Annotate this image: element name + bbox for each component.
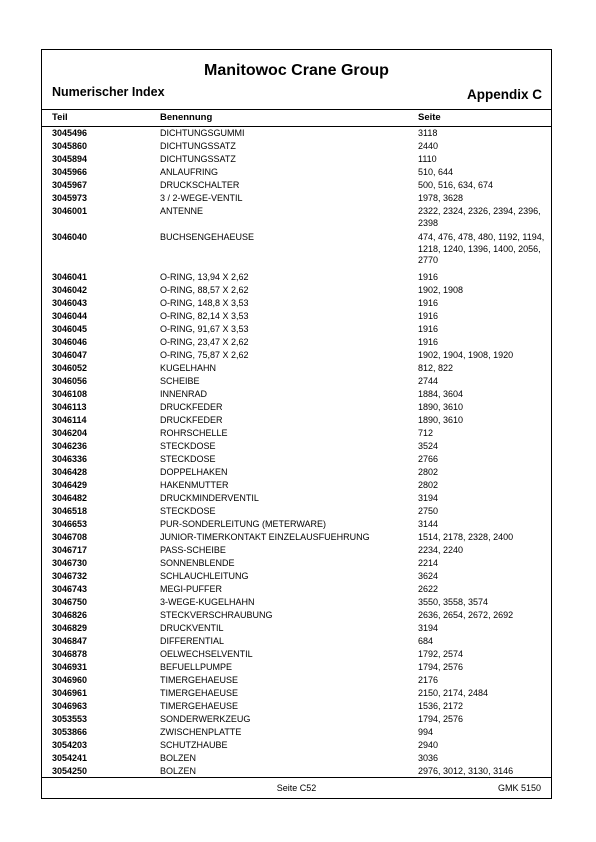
table-row [42, 311, 551, 324]
table-row [42, 701, 551, 714]
description-cell: OELWECHSELVENTIL [160, 649, 253, 659]
page-ref-cell: 500, 516, 634, 674 [418, 180, 494, 190]
part-number-cell: 3046001 [52, 206, 88, 216]
description-cell: STECKDOSE [160, 506, 216, 516]
part-number-cell: 3046829 [52, 623, 88, 633]
part-number-cell: 3046730 [52, 558, 88, 568]
part-number-cell: 3046518 [52, 506, 88, 516]
table-row [42, 584, 551, 597]
part-number-cell: 3046204 [52, 428, 88, 438]
part-number-cell: 3046043 [52, 298, 88, 308]
table-row [42, 141, 551, 154]
part-number-cell: 3046042 [52, 285, 88, 295]
table-row [42, 532, 551, 545]
page-ref-cell: 2214 [418, 558, 439, 568]
page-ref-cell: 3194 [418, 623, 439, 633]
description-cell: DOPPELHAKEN [160, 467, 228, 477]
page-ref-cell: 2622 [418, 584, 439, 594]
part-number-cell: 3046044 [52, 311, 88, 321]
page-ref-cell: 3194 [418, 493, 439, 503]
page-ref-cell: 474, 476, 478, 480, 1192, 1194, 1218, 1240, 1396, 1400, 2056, 2770 [418, 232, 545, 265]
description-cell: ZWISCHENPLATTE [160, 727, 242, 737]
table-row [42, 128, 551, 141]
table-row [42, 688, 551, 701]
table-row [42, 154, 551, 167]
page-ref-cell: 2802 [418, 480, 439, 490]
part-number-cell: 3046963 [52, 701, 88, 711]
table-row [42, 714, 551, 727]
part-number-cell: 3045973 [52, 193, 88, 203]
description-cell: O-RING, 13,94 X 2,62 [160, 272, 249, 282]
description-cell: SCHUTZHAUBE [160, 740, 228, 750]
table-row [42, 285, 551, 298]
page-ref-cell: 3550, 3558, 3574 [418, 597, 489, 607]
description-cell: TIMERGEHAEUSE [160, 701, 239, 711]
description-cell: SONDERWERKZEUG [160, 714, 251, 724]
page-ref-cell: 3036 [418, 753, 439, 763]
description-cell: BEFUELLPUMPE [160, 662, 233, 672]
page-ref-cell: 2440 [418, 141, 439, 151]
table-row [42, 753, 551, 766]
table-row [42, 467, 551, 480]
page-ref-cell: 1916 [418, 272, 439, 282]
page-ref-cell: 1884, 3604 [418, 389, 464, 399]
page-ref-cell: 3624 [418, 571, 439, 581]
part-number-cell: 3046931 [52, 662, 88, 672]
part-number-cell: 3046750 [52, 597, 88, 607]
description-cell: 3 / 2-WEGE-VENTIL [160, 193, 243, 203]
page-ref-cell: 1514, 2178, 2328, 2400 [418, 532, 514, 542]
description-cell: BOLZEN [160, 753, 197, 763]
part-number-cell: 3045894 [52, 154, 88, 164]
description-cell: O-RING, 23,47 X 2,62 [160, 337, 249, 347]
description-cell: O-RING, 82,14 X 3,53 [160, 311, 249, 321]
part-number-cell: 3046732 [52, 571, 88, 581]
description-cell: SONNENBLENDE [160, 558, 235, 568]
part-number-cell: 3045860 [52, 141, 88, 151]
page-ref-cell: 510, 644 [418, 167, 454, 177]
part-number-cell: 3046717 [52, 545, 88, 555]
table-row [42, 415, 551, 428]
description-cell: TIMERGEHAEUSE [160, 675, 239, 685]
description-cell: STECKDOSE [160, 441, 216, 451]
description-cell: STECKVERSCHRAUBUNG [160, 610, 273, 620]
table-row [42, 193, 551, 206]
description-cell: DIFFERENTIAL [160, 636, 225, 646]
description-cell: BUCHSENGEHAEUSE [160, 232, 255, 242]
part-number-cell: 3046056 [52, 376, 88, 386]
part-number-cell: 3046878 [52, 649, 88, 659]
table-row [42, 506, 551, 519]
page-ref-cell: 1536, 2172 [418, 701, 464, 711]
page-ref-cell: 712 [418, 428, 434, 438]
page-ref-cell: 2636, 2654, 2672, 2692 [418, 610, 514, 620]
table-row [42, 441, 551, 454]
page-ref-cell: 684 [418, 636, 434, 646]
description-cell: 3-WEGE-KUGELHAHN [160, 597, 255, 607]
table-row [42, 597, 551, 610]
page-footer [42, 777, 551, 798]
part-number-cell: 3046960 [52, 675, 88, 685]
table-row [42, 571, 551, 584]
table-row [42, 376, 551, 389]
description-cell: STECKDOSE [160, 454, 216, 464]
description-cell: SCHLAUCHLEITUNG [160, 571, 249, 581]
table-row [42, 337, 551, 350]
part-number-cell: 3046336 [52, 454, 88, 464]
part-number-cell: 3046961 [52, 688, 88, 698]
page-ref-cell: 2766 [418, 454, 439, 464]
page-ref-cell: 1794, 2576 [418, 714, 464, 724]
description-cell: JUNIOR-TIMERKONTAKT EINZELAUSFUEHRUNG [160, 532, 370, 542]
page-ref-cell: 1110 [418, 154, 437, 164]
description-cell: INNENRAD [160, 389, 208, 399]
page-ref-cell: 1794, 2576 [418, 662, 464, 672]
description-cell: DICHTUNGSSATZ [160, 154, 236, 164]
part-number-cell: 3046046 [52, 337, 88, 347]
table-row [42, 232, 551, 270]
table-row [42, 558, 551, 571]
part-number-cell: 3046040 [52, 232, 88, 242]
part-number-cell: 3045496 [52, 128, 88, 138]
table-row [42, 740, 551, 753]
table-row [42, 545, 551, 558]
part-number-cell: 3046429 [52, 480, 88, 490]
part-number-cell: 3046826 [52, 610, 88, 620]
page-ref-cell: 2940 [418, 740, 439, 750]
table-row [42, 480, 551, 493]
part-number-cell: 3046108 [52, 389, 88, 399]
description-cell: DRUCKFEDER [160, 402, 223, 412]
description-cell: DRUCKSCHALTER [160, 180, 240, 190]
page-ref-cell: 2322, 2324, 2326, 2394, 2396, 2398 [418, 206, 541, 228]
part-number-cell: 3046045 [52, 324, 88, 334]
part-number-cell: 3045967 [52, 180, 88, 190]
document-title: Manitowoc Crane Group [204, 62, 389, 79]
part-number-cell: 3053553 [52, 714, 88, 724]
part-number-cell: 3053866 [52, 727, 88, 737]
part-number-cell: 3054241 [52, 753, 88, 763]
appendix-label: Appendix C [466, 87, 542, 102]
page-ref-cell: 3118 [418, 128, 438, 138]
description-cell: O-RING, 91,67 X 3,53 [160, 324, 249, 334]
description-cell: PASS-SCHEIBE [160, 545, 226, 555]
part-number-cell: 3046236 [52, 441, 88, 451]
part-number-cell: 3054250 [52, 766, 88, 776]
page-ref-cell: 994 [418, 727, 434, 737]
description-cell: MEGI-PUFFER [160, 584, 222, 594]
table-row [42, 180, 551, 193]
description-cell: ANTENNE [160, 206, 204, 216]
part-number-cell: 3045966 [52, 167, 88, 177]
part-number-cell: 3046847 [52, 636, 88, 646]
part-number-cell: 3046428 [52, 467, 88, 477]
description-cell: ROHRSCHELLE [160, 428, 228, 438]
description-cell: DICHTUNGSSATZ [160, 141, 236, 151]
part-number-cell: 3046653 [52, 519, 88, 529]
index-subtitle: Numerischer Index [52, 85, 165, 99]
table-row [42, 519, 551, 532]
description-cell: HAKENMUTTER [160, 480, 229, 490]
part-number-cell: 3054203 [52, 740, 88, 750]
page-ref-cell: 1916 [418, 298, 439, 308]
page-number: Seite C52 [276, 783, 317, 793]
page-ref-cell: 1792, 2574 [418, 649, 464, 659]
table-row [42, 324, 551, 337]
page-ref-cell: 2176 [418, 675, 439, 685]
table-row [42, 649, 551, 662]
description-cell: O-RING, 75,87 X 2,62 [160, 350, 249, 360]
page-frame [41, 49, 552, 799]
table-row [42, 363, 551, 376]
column-header-teil: Teil [52, 112, 68, 123]
description-cell: TIMERGEHAEUSE [160, 688, 239, 698]
table-row [42, 402, 551, 415]
page-ref-cell: 3144 [418, 519, 439, 529]
page-ref-cell: 2976, 3012, 3130, 3146 [418, 766, 514, 776]
description-cell: KUGELHAHN [160, 363, 217, 373]
description-cell: BOLZEN [160, 766, 197, 776]
page-ref-cell: 1916 [418, 311, 439, 321]
table-row [42, 623, 551, 636]
page-ref-cell: 2744 [418, 376, 439, 386]
column-header-benennung: Benennung [160, 112, 213, 123]
description-cell: PUR-SONDERLEITUNG (METERWARE) [160, 519, 327, 529]
column-header-seite: Seite [418, 112, 441, 123]
column-header-row [42, 109, 551, 127]
page-ref-cell: 3524 [418, 441, 439, 451]
index-table-body [42, 128, 551, 779]
part-number-cell: 3046743 [52, 584, 88, 594]
description-cell: DICHTUNGSGUMMI [160, 128, 245, 138]
page-ref-cell: 1902, 1908 [418, 285, 464, 295]
part-number-cell: 3046482 [52, 493, 88, 503]
page-ref-cell: 1916 [418, 324, 439, 334]
page-ref-cell: 1890, 3610 [418, 415, 464, 425]
table-row [42, 389, 551, 402]
table-row [42, 610, 551, 623]
description-cell: DRUCKVENTIL [160, 623, 224, 633]
description-cell: SCHEIBE [160, 376, 200, 386]
description-cell: DRUCKMINDERVENTIL [160, 493, 259, 503]
page-ref-cell: 1890, 3610 [418, 402, 464, 412]
page-ref-cell: 2802 [418, 467, 439, 477]
table-row [42, 167, 551, 180]
table-row [42, 636, 551, 649]
page-ref-cell: 2234, 2240 [418, 545, 464, 555]
table-row [42, 298, 551, 311]
description-cell: ANLAUFRING [160, 167, 219, 177]
table-row [42, 206, 551, 232]
part-number-cell: 3046052 [52, 363, 88, 373]
table-row [42, 350, 551, 363]
page-ref-cell: 2750 [418, 506, 439, 516]
part-number-cell: 3046708 [52, 532, 88, 542]
page-ref-cell: 1978, 3628 [418, 193, 464, 203]
part-number-cell: 3046113 [52, 402, 87, 412]
part-number-cell: 3046114 [52, 415, 87, 425]
table-row [42, 675, 551, 688]
description-cell: O-RING, 88,57 X 2,62 [160, 285, 249, 295]
description-cell: DRUCKFEDER [160, 415, 223, 425]
page-ref-cell: 1916 [418, 337, 439, 347]
table-row [42, 662, 551, 675]
part-number-cell: 3046041 [52, 272, 88, 282]
page-ref-cell: 812, 822 [418, 363, 454, 373]
table-row [42, 493, 551, 506]
description-cell: O-RING, 148,8 X 3,53 [160, 298, 249, 308]
table-row [42, 428, 551, 441]
page-ref-cell: 2150, 2174, 2484 [418, 688, 489, 698]
page-ref-cell: 1902, 1904, 1908, 1920 [418, 350, 514, 360]
table-row [42, 454, 551, 467]
table-row [42, 727, 551, 740]
model-label: GMK 5150 [497, 783, 541, 793]
part-number-cell: 3046047 [52, 350, 88, 360]
table-row [42, 272, 551, 285]
